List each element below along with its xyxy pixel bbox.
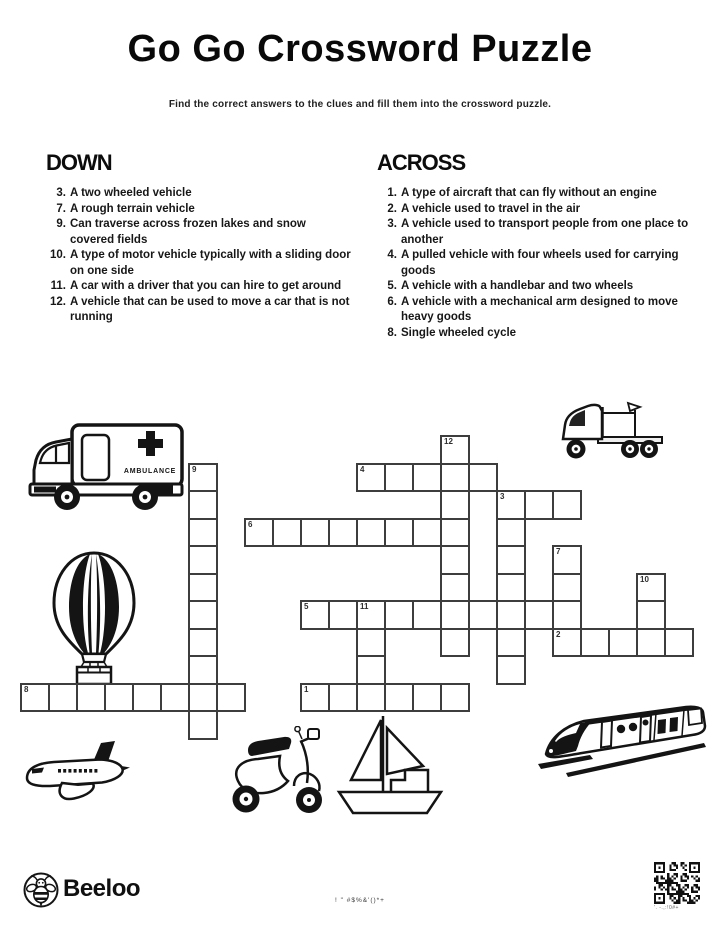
crossword-cell[interactable] <box>356 600 386 630</box>
crossword-cell[interactable] <box>328 600 358 630</box>
crossword-cell[interactable] <box>244 518 274 548</box>
crossword-cell[interactable] <box>328 683 358 713</box>
crossword-cell[interactable] <box>440 683 470 713</box>
crossword-cell[interactable] <box>664 628 694 658</box>
cell-number: 4 <box>360 464 365 474</box>
crossword-cell[interactable] <box>356 463 386 493</box>
crossword-cell[interactable] <box>188 655 218 685</box>
crossword-cell[interactable] <box>104 683 134 713</box>
crossword-cell[interactable] <box>300 518 330 548</box>
crossword-cell[interactable] <box>20 683 50 713</box>
hot-air-balloon-icon <box>46 550 142 688</box>
across-clue-list <box>375 186 697 341</box>
crossword-cell[interactable] <box>300 600 330 630</box>
clue-text: Single wheeled cycle <box>401 326 517 339</box>
crossword-cell[interactable] <box>412 683 442 713</box>
cell-number: 8 <box>24 684 29 694</box>
crossword-cell[interactable] <box>356 683 386 713</box>
crossword-cell[interactable] <box>440 545 470 575</box>
crossword-cell[interactable] <box>384 463 414 493</box>
crossword-cell[interactable] <box>580 628 610 658</box>
train-icon <box>538 700 716 778</box>
crossword-cell[interactable] <box>48 683 78 713</box>
ambulance-icon <box>26 420 188 515</box>
crossword-cell[interactable] <box>440 628 470 658</box>
clue-row <box>375 202 697 218</box>
crossword-cell[interactable] <box>412 518 442 548</box>
crossword-cell[interactable] <box>356 518 386 548</box>
clue-number: 8. <box>387 326 397 339</box>
clue-row <box>375 217 697 248</box>
clue-number: 9. <box>56 218 66 230</box>
clue-row <box>375 248 697 279</box>
cell-number: 2 <box>556 629 561 639</box>
cell-number: 3 <box>500 492 505 501</box>
clue-row <box>44 186 352 202</box>
clue-number: 3. <box>387 218 397 230</box>
clue-number: 5. <box>387 280 397 292</box>
crossword-cell[interactable] <box>188 710 218 740</box>
crossword-cell[interactable] <box>328 518 358 548</box>
crossword-cell[interactable] <box>552 573 582 603</box>
cell-number: 10 <box>640 574 649 584</box>
crossword-cell[interactable] <box>384 683 414 713</box>
clue-row <box>375 295 697 326</box>
crossword-cell[interactable] <box>272 518 302 548</box>
clue-text: A vehicle with a handlebar and two wheels <box>401 280 634 292</box>
crossword-cell[interactable] <box>440 600 470 630</box>
crossword-cell[interactable] <box>160 683 190 713</box>
crossword-cell[interactable] <box>356 655 386 685</box>
crossword-cell[interactable] <box>496 655 526 685</box>
down-title: DOWN <box>46 150 112 175</box>
clue-text: Can traverse across frozen lakes and snow covered fields <box>70 218 306 246</box>
sailboat-illustration <box>333 712 447 816</box>
clue-text: A vehicle with a mechanical arm designed to move heavy goods <box>401 295 678 323</box>
clue-text: A rough terrain vehicle <box>70 202 195 215</box>
page-subtitle: Find the correct answers to the clues and fill them into the crossword puzzle. <box>168 99 552 110</box>
clue-number: 6. <box>387 295 397 308</box>
cell-number: 6 <box>248 519 253 529</box>
across-title: ACROSS <box>377 150 466 175</box>
crossword-cell[interactable] <box>440 490 470 520</box>
crossword-cell[interactable] <box>552 490 582 520</box>
hot-air-balloon-illustration <box>46 550 142 688</box>
crossword-cell[interactable] <box>384 600 414 630</box>
across-clues-section <box>375 150 697 341</box>
qr-caption-text: '. -.,:!0#+ <box>654 905 679 911</box>
clue-number: 7. <box>56 202 66 215</box>
crossword-cell[interactable] <box>188 628 218 658</box>
crossword-cell[interactable] <box>216 683 246 713</box>
crossword-cell[interactable] <box>552 545 582 575</box>
clue-text: A car with a driver that you can hire to get around <box>70 280 342 292</box>
brand-wordmark: Beeloo <box>63 875 141 902</box>
crossword-cell[interactable] <box>496 545 526 575</box>
crossword-cell[interactable] <box>188 490 218 520</box>
crossword-cell[interactable] <box>440 518 470 548</box>
clue-row <box>375 326 697 342</box>
clue-number: 2. <box>387 202 397 215</box>
crossword-cell[interactable] <box>636 573 666 603</box>
crossword-cell[interactable] <box>412 463 442 493</box>
crossword-cell[interactable] <box>440 573 470 603</box>
cell-number: 7 <box>556 547 561 556</box>
clue-text: A vehicle used to transport people from one place to another <box>401 218 689 246</box>
airplane-illustration <box>20 737 132 809</box>
clue-number: 12. <box>50 295 66 308</box>
clue-number: 11. <box>50 280 66 292</box>
crossword-cell[interactable] <box>412 600 442 630</box>
cell-number: 9 <box>192 464 197 474</box>
crossword-cell[interactable] <box>636 600 666 630</box>
airplane-icon <box>20 737 132 809</box>
crossword-cell[interactable] <box>636 628 666 658</box>
crossword-cell[interactable] <box>440 435 470 465</box>
cell-number: 12 <box>444 437 453 446</box>
clue-text: A vehicle used to travel in the air <box>401 202 581 215</box>
crossword-cell[interactable] <box>468 463 498 493</box>
cell-number: 1 <box>304 684 309 694</box>
scooter-icon <box>222 726 330 818</box>
crossword-cell[interactable] <box>496 490 526 520</box>
train-illustration <box>538 700 716 778</box>
clue-text: A vehicle that can be used to move a car that is not running <box>70 295 350 323</box>
crossword-cell[interactable] <box>300 683 330 713</box>
crossword-cell[interactable] <box>468 600 498 630</box>
semi-truck-icon <box>556 398 668 468</box>
cell-number: 5 <box>304 602 309 611</box>
crossword-cell[interactable] <box>496 600 526 630</box>
ambulance-label: AMBULANCE <box>123 468 177 475</box>
crossword-cell[interactable] <box>356 628 386 658</box>
crossword-cell[interactable] <box>552 600 582 630</box>
clue-text: A type of motor vehicle typically with a sliding door on one side <box>70 249 351 277</box>
crossword-cell[interactable] <box>188 463 218 493</box>
semi-truck-illustration <box>556 398 668 468</box>
crossword-cell[interactable] <box>440 463 470 493</box>
clue-row <box>375 279 697 295</box>
crossword-cell[interactable] <box>76 683 106 713</box>
clue-text: A pulled vehicle with four wheels used for carrying goods <box>401 249 679 277</box>
crossword-cell[interactable] <box>384 518 414 548</box>
page-title: Go Go Crossword Puzzle <box>127 28 593 70</box>
crossword-cell[interactable] <box>524 600 554 630</box>
clue-number: 3. <box>56 187 66 199</box>
clue-number: 10. <box>50 249 66 261</box>
crossword-cell[interactable] <box>188 573 218 603</box>
clue-number: 4. <box>387 249 397 261</box>
clue-row <box>44 202 352 218</box>
crossword-cell[interactable] <box>188 518 218 548</box>
down-clue-list <box>44 186 352 326</box>
crossword-cell[interactable] <box>188 600 218 630</box>
clue-text: A two wheeled vehicle <box>70 187 192 199</box>
clue-row <box>44 295 352 326</box>
clue-row <box>44 279 352 295</box>
crossword-cell[interactable] <box>188 683 218 713</box>
crossword-cell[interactable] <box>524 490 554 520</box>
crossword-cell[interactable] <box>496 518 526 548</box>
crossword-cell[interactable] <box>188 545 218 575</box>
ambulance-illustration <box>26 420 188 515</box>
footer-glyphs-text: ! " #$%&'()*+ <box>335 897 385 904</box>
crossword-cell[interactable] <box>496 628 526 658</box>
clue-row <box>44 217 352 248</box>
clue-row <box>375 186 697 202</box>
crossword-cell[interactable] <box>496 573 526 603</box>
scooter-illustration <box>222 726 330 818</box>
crossword-cell[interactable] <box>132 683 162 713</box>
crossword-cell[interactable] <box>552 628 582 658</box>
sailboat-icon <box>333 712 447 816</box>
down-clues-section <box>44 150 352 326</box>
clue-number: 1. <box>387 187 397 199</box>
cell-number: 11 <box>360 602 369 611</box>
clue-row <box>44 248 352 279</box>
crossword-cell[interactable] <box>608 628 638 658</box>
clue-text: A type of aircraft that can fly without an engine <box>401 187 657 199</box>
